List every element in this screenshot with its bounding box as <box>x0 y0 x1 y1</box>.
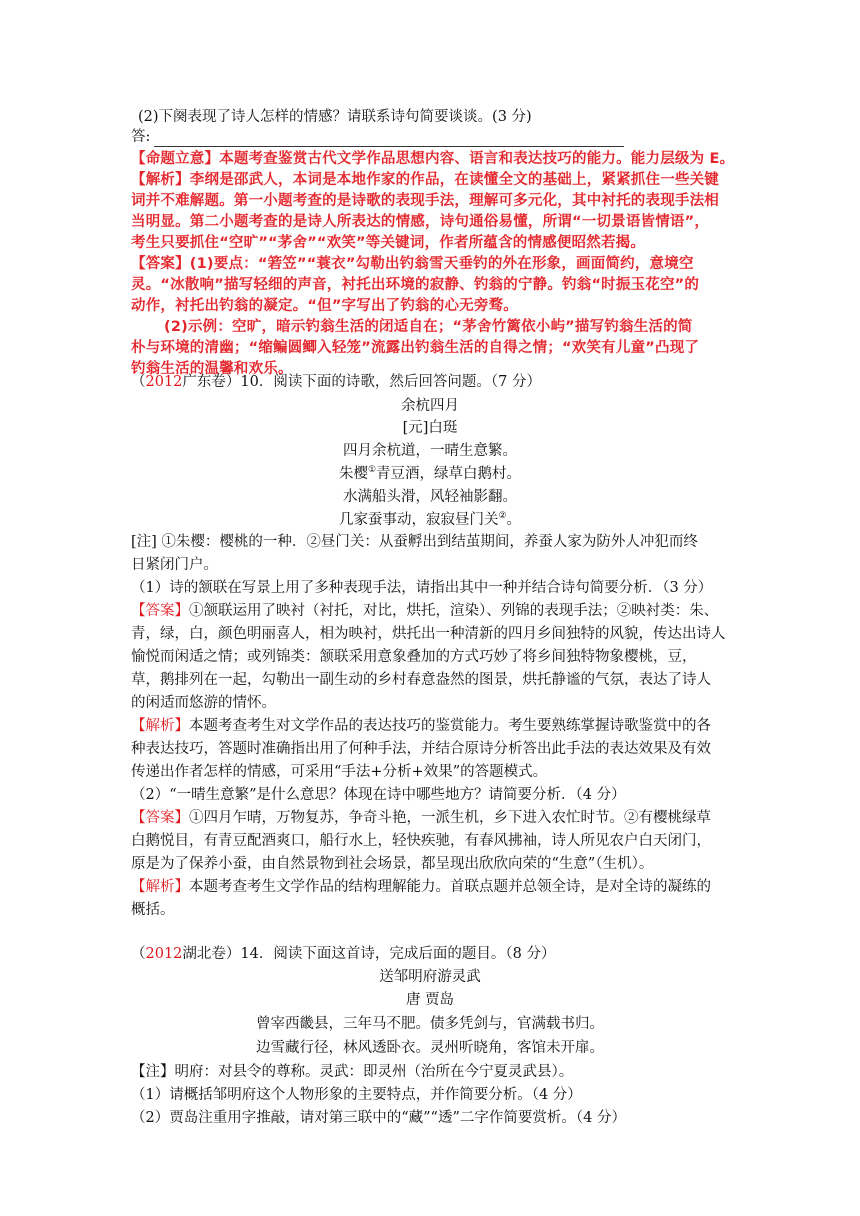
stamp-line: 【解析】李纲是邵武人，本词是本地作家的作品，在读懂全文的基础上，紧紧抓住一些关键 <box>131 172 719 188</box>
analysis-tag: 【解析】 <box>131 879 189 895</box>
stamp-line: 朴与环境的清幽；“缩鳊圆鲫入轻笼”流露出钓翁生活的自得之情；“欢笑有儿童”凸现了 <box>131 340 700 356</box>
analysis-tag: 【解析】 <box>131 718 189 734</box>
year: 2012 <box>145 946 183 962</box>
answer-label: 答: <box>131 129 151 145</box>
poem-line: 朱樱①青豆酒，绿草白鹅村。 <box>338 465 522 482</box>
stamp-line: 钓翁生活的温馨和欢乐。 <box>131 361 293 377</box>
stamp-line: 当明显。第二小题考查的是诗人所表达的情感，诗句通俗易懂，所谓“一切景语皆情语”， <box>131 214 710 230</box>
question-10-header: （2012广东卷）10．阅读下面的诗歌，然后回答问题。（7 分） <box>131 374 541 390</box>
analysis-text: 【解析】本题考查考生对文学作品的表达技巧的鉴赏能力。考生要熟练掌握诗歌鉴赏中的各 <box>131 718 711 734</box>
answer-text: 草，鹅排列在一起，勾勒出一副生动的乡村春意盎然的图景，烘托静谧的气氛，表达了诗人 <box>131 672 711 688</box>
poem-line: 四月余杭道，一晴生意繁。 <box>343 443 517 459</box>
poem-note: 日紧闭门户。 <box>131 557 218 573</box>
sub-question: （2）“一晴生意繁”是什么意思？体现在诗中哪些地方？请简要分析．（4 分） <box>131 787 626 803</box>
poem-author: 唐 贾岛 <box>405 992 455 1008</box>
stamp-line: 词并不难解题。第一小题考查的是诗歌的表现手法，理解可多元化，其中衬托的表现手法相 <box>131 193 719 209</box>
poem-line: 边雪藏行径，林风透卧衣。灵州听晓角，客馆未开扉。 <box>256 1040 604 1056</box>
answer-tag: 【答案】 <box>131 810 189 826</box>
answer-text: 【答案】①颔联运用了映衬（衬托，对比，烘托，渲染）、列锦的表现手法；②映衬类：朱、 <box>131 603 719 619</box>
poem-note: 【注】明府：对县令的尊称。灵武：即灵州（治所在今宁夏灵武县）。 <box>131 1064 574 1080</box>
analysis-text: 种表达技巧，答题时准确指出用了何种手法，并结合原诗分析答出此手法的表达效果及有效 <box>131 741 711 757</box>
stamp-line: 动作，衬托出钓翁的凝定。“但”字写出了钓翁的心无旁骛。 <box>131 298 518 314</box>
poem-author: [元]白珽 <box>402 420 458 436</box>
answer-text: 青，绿，白，颜色明丽喜人，相为映衬，烘托出一种清新的四月乡间独特的风貌，传达出诗人 <box>131 626 726 642</box>
analysis-text: 【解析】本题考查考生文学作品的结构理解能力。首联点题并总领全诗，是对全诗的凝练的 <box>131 879 711 895</box>
answer-line <box>131 127 624 147</box>
analysis-text: 概括。 <box>131 902 175 918</box>
poem-line: 几家蚕事动，寂寂昼门关②。 <box>338 511 522 528</box>
answer-text: 愉悦而闲适之情；或列锦类：颔联采用意象叠加的方式巧妙了将乡间独特物象樱桃，豆， <box>131 649 697 665</box>
answer-text: 【答案】①四月乍晴，万物复苏，争奇斗艳，一派生机，乡下进入农忙时节。②有樱桃绿草 <box>131 810 711 826</box>
answer-tag: 【答案】 <box>131 603 189 619</box>
sub-question: （1）诗的颔联在写景上用了多种表现手法，请指出其中一种并结合诗句简要分析．（3 分） <box>131 580 713 596</box>
stamp-line: 【答案】(1)要点：“箬笠”“蓑衣”勾勒出钓翁雪天垂钓的外在形象，画面简约，意境空 <box>131 256 694 272</box>
sub-question: （1）请概括邹明府这个人物形象的主要特点，并作简要分析。（4 分） <box>131 1087 582 1103</box>
answer-blank <box>154 134 624 147</box>
stamp-line: 灵。“冰散响”描写轻细的声音，衬托出环境的寂静、钓翁的宁静。钓翁“时振玉花空”的 <box>131 277 700 293</box>
year: 2012 <box>145 374 183 390</box>
stamp-line: (2)示例：空旷，暗示钓翁生活的闭适自在；“茅舍竹篱依小屿”描写钓翁生活的简 <box>164 319 693 335</box>
sub-question: （2）贾岛注重用字推敲，请对第三联中的“藏”“透”二字作简要赏析。（4 分） <box>131 1110 626 1126</box>
stamp-line: 考生只要抓住“空旷”“茅舍”“欢笑”等关键词，作者所蕴含的情感便昭然若揭。 <box>131 235 646 251</box>
poem-note: [注] ①朱樱：樱桃的一种．②昼门关：从蚕孵出到结茧期间，养蚕人家为防外人冲犯而终 <box>131 534 698 550</box>
stamp-line: 【命题立意】本题考查鉴赏古代文学作品思想内容、语言和表达技巧的能力。能力层级为 E。 <box>131 151 735 167</box>
poem-line: 曾宰西畿县，三年马不肥。债多凭剑与，官满载书归。 <box>256 1016 604 1032</box>
answer-text: 白鹅悦目，有青豆配酒爽口，船行水上，轻快疾驰，有春风拂袖，诗人所见农户白天闭门， <box>131 833 711 849</box>
poem-title: 送邹明府游灵武 <box>379 969 481 985</box>
question-2-prompt: (2)下阕表现了诗人怎样的情感？请联系诗句简要谈谈。(3 分) <box>138 109 532 125</box>
poem-line: 水满船头滑，风轻袖影翻。 <box>343 489 517 505</box>
analysis-text: 传递出作者怎样的情感，可采用“手法+分析+效果”的答题模式。 <box>131 764 548 780</box>
answer-text: 原是为了保养小蚕，由自然景物到社会场景，都呈现出欣欣向荣的“生意”（生机）。 <box>131 856 654 872</box>
question-14-header: （2012湖北卷）14．阅读下面这首诗，完成后面的题目。（8 分） <box>131 946 556 962</box>
poem-title: 余杭四月 <box>401 398 459 414</box>
answer-text: 的闲适而悠游的情怀。 <box>131 695 276 711</box>
